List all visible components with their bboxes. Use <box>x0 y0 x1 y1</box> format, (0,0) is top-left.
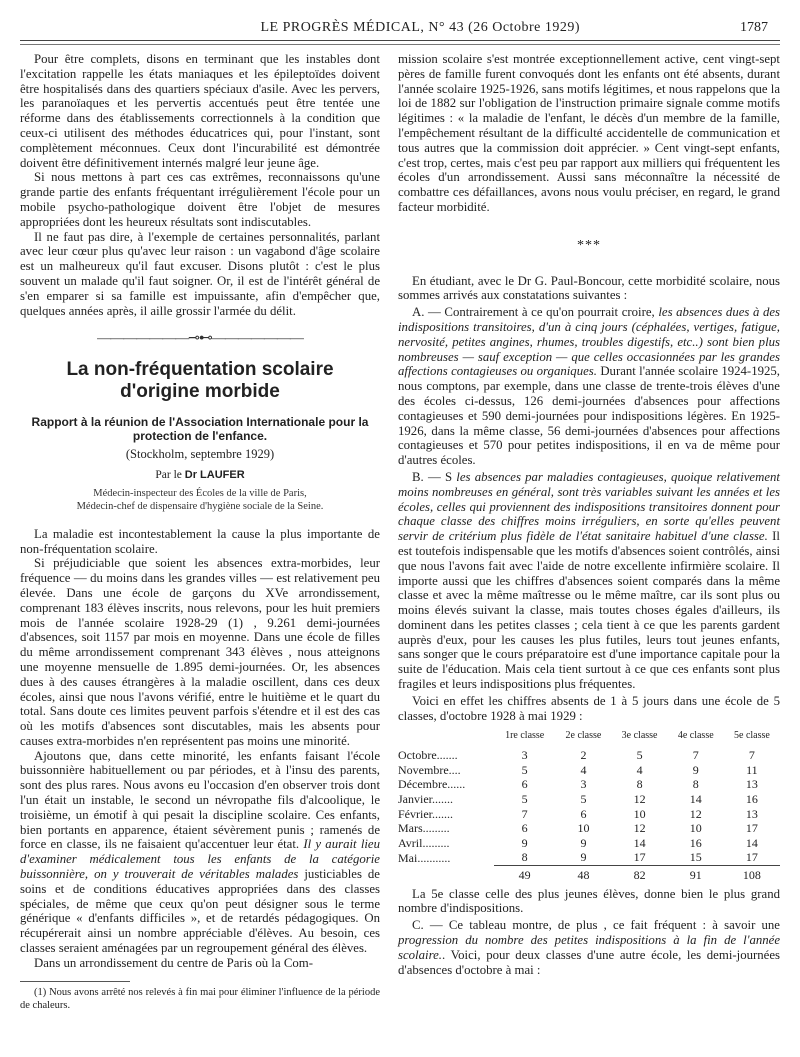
section-c-paragraph <box>398 918 780 977</box>
value-cell: 5 <box>636 748 643 763</box>
table-header: 4e classe <box>677 730 714 742</box>
value-cell: 9 <box>521 835 528 850</box>
body-paragraph: Si préjudiciable que soient les absences extra-morbides, leur fréquence — du moins dans les grandes villes — est relativement peu élevée. Dans une école de garçons du XVe arrondissement, comprenant 183 élèves inscrits, nous relevons, pour les huit premiers mois de l'année scolaire 1928-29 (1) , 9.261 demi-journées d'absences, soit 1157 par mois en moyenne. Dans une école de filles du même arrondissement comprenant 343 élèves , nous atteignons une moyenne mensuelle de 1.895 demi-journées. Or, les absences dues à des causes étrangères à la maladie oscillent, dans ces deux écoles, ainsi que nous l'avons vérifié, entre le huitième et le quart du total. Sans doute ces limites peuvent parfois s'étendre et il est des cas où les motifs d'absences sont discutables, mais les absents pour causes extra-morbides n'en représentent pas moins une minorité. <box>20 556 380 748</box>
article-title-line: d'origine morbide <box>120 381 280 403</box>
month-cell: Mars......... <box>398 821 450 836</box>
body-text: Ajoutons que, dans cette minorité, les enfants faisant l'école buissonnière habituellement ou par périodes, et à l'insu des parents, sont des plus rares. Nous avons eu l'occasion d'en observer trois dont l'un était un instable, le second un névropathe fils d'alcoolique, le troisième, un émotif à qui pesait la discipline scolaire. Ces enfants, bien portants en apparence, étaient sévèrement punis ; ramenés de force en classe, ils ne faisaient qu'accentuer leur état. <box>20 748 380 852</box>
article-subtitle: Rapport à la réunion de l'Association Internationale pour la protection de l'enfance. <box>31 415 369 444</box>
value-cell: 15 <box>689 850 702 865</box>
value-cell: 7 <box>692 748 699 763</box>
table-row <box>398 836 780 851</box>
italic-fragment: Il y aurait lieu d'examiner médicalement tous les enfants de la catégorie buissonnière, on y trouverait de véritables malades <box>20 837 381 882</box>
value-cell: 16 <box>745 792 758 807</box>
table-header: 3e classe <box>621 730 658 742</box>
article-author <box>20 468 380 483</box>
value-cell: 6 <box>521 821 528 836</box>
value-cell: 5 <box>580 792 587 807</box>
absence-table <box>398 729 780 882</box>
article-location: (Stockholm, septembre 1929) <box>125 447 275 462</box>
section-ornament: ———————⊸⊷——————— <box>97 331 303 347</box>
header-rule <box>20 44 780 45</box>
table-row <box>398 807 780 822</box>
value-cell: 13 <box>745 777 758 792</box>
value-cell: 14 <box>633 835 646 850</box>
section-stars: *** <box>577 237 601 253</box>
value-cell: 4 <box>580 762 587 777</box>
value-cell: 17 <box>745 821 758 836</box>
section-a-lead: A. — Contrairement à ce qu'on pourrait croire, <box>412 305 655 320</box>
article-title <box>20 359 380 403</box>
value-cell: 17 <box>633 850 646 865</box>
author-affiliation <box>20 487 380 513</box>
table-header: 1re classe <box>505 730 545 742</box>
affiliation-line: Médecin-chef de dispensaire d'hygiène sociale de la Seine. <box>76 500 324 512</box>
value-cell: 12 <box>633 821 646 836</box>
section-c-lead: C. — Ce tableau montre, de plus , ce fait fréquent : à savoir une <box>412 918 780 933</box>
value-cell: 7 <box>748 748 755 763</box>
value-cell: 7 <box>521 806 528 821</box>
month-cell: Mai........... <box>398 850 451 865</box>
value-cell: 12 <box>633 792 646 807</box>
author-prefix: Par le <box>155 468 182 481</box>
table-header <box>398 729 494 748</box>
table-row <box>398 792 780 807</box>
section-b-paragraph <box>398 470 780 692</box>
table-row <box>398 850 780 865</box>
body-paragraph: La maladie est incontestablement la cause la plus importante de non-fréquentation scolaire. <box>20 526 380 556</box>
month-cell: Avril......... <box>398 835 450 850</box>
value-cell: 17 <box>745 850 758 865</box>
value-cell: 6 <box>521 777 528 792</box>
value-cell: 2 <box>580 748 587 763</box>
body-paragraph: En étudiant, avec le Dr G. Paul-Boncour, cette morbidité scolaire, nous sommes arrivés aux constatations suivantes : <box>398 273 780 303</box>
value-cell: 9 <box>580 835 587 850</box>
body-paragraph: La 5e classe celle des plus jeunes élèves, donne bien le plus grand nombre d'indispositions. <box>398 886 780 916</box>
author-name: Dr LAUFER <box>184 468 245 481</box>
value-cell: 8 <box>692 777 699 792</box>
journal-title: LE PROGRÈS MÉDICAL, N° 43 (26 Octobre 1929) <box>260 20 580 35</box>
table-row <box>398 763 780 778</box>
value-cell: 16 <box>689 835 702 850</box>
section-b-rest: Il est toutefois indispensable que les motifs d'absences soient contrôlés, ainsi que nous l'avons fait avec l'aide de notre excellente infirmière scolaire. Il importe aussi que les chiffres d'absences soient comparés dans la même classe et avec la même maîtresse ou le même maître, car ils sont plus ou moins élevés suivant la classe, mais toutes choses égales d'ailleurs, ils dominent dans les petites classes ; cela tient à ce que les parents gardent auprès d'eux, pour les causes les plus futiles, leurs tout jeunes enfants, sans songer que le cours préparatoire est d'une importance capitale pour la suite de l'éducation. Mais cela tient surtout à ce que ces enfants sont plus fragiles et leurs indispositions plus fréquentes. <box>398 529 780 692</box>
value-cell: 5 <box>521 762 528 777</box>
table-body <box>398 748 780 882</box>
table-header: 5e classe <box>734 730 770 742</box>
page-header <box>20 18 780 41</box>
value-cell: 10 <box>577 821 590 836</box>
value-cell: 6 <box>580 806 587 821</box>
page-number: 1787 <box>740 20 768 35</box>
month-cell: Février....... <box>398 806 453 821</box>
total-cell: 91 <box>668 866 724 883</box>
totals-row <box>398 866 780 883</box>
value-cell: 14 <box>689 792 702 807</box>
section-a-italic: les absences dues à des indispositions transitoires, d'un à cinq jours (céphalées, vertiges, fatigue, nervosité, petites angines, rhumes, troubles digestifs, etc..) sont bien plus nombreuses — sauf exception — que celles occasionnées par les grandes affections contagieuses ou organiques. <box>398 305 781 379</box>
body-paragraph: mission scolaire s'est montrée exceptionnellement active, cent vingt-sept pères de famille furent convoqués dont les enfants ont été absents, durant l'année scolaire 1925-1926, sans motifs légitimes, et nous rappelons que la loi de 1882 sur l'obligation de l'instruction primaire signale comme motifs légitimes : « la maladie de l'enfant, le décès d'un membre de la famille, l'empêchement résultant de la difficulté accidentelle de communication et tous autres que la commission doit apprécier. » Cent vingt-sept enfants, c'est trop, certes, mais c'est peu par rapport aux milliers qui fréquentent les écoles d'un arrondissement. Aussi sans méconnaître la nécessité de combattre ces défaillances, avons nous voulu préciser, en regard, le grand facteur morbidité. <box>398 52 780 214</box>
section-a-rest: Durant l'année scolaire 1924-1925, nous comptons, par exemple, dans une classe de trente-trois élèves d'une des écoles ci-dessus, 126 demi-journées d'absences pour affections contagieuses et 590 demi-journées pour indispositions légères. En 1925-1926, dans la même classe, 56 demi-journées d'absences pour affections contagieuses et 570 pour petites indispositions, il en va de même pour d'autres écoles. <box>398 364 780 468</box>
body-paragraph: Dans un arrondissement du centre de Paris où la Com- <box>34 955 313 970</box>
month-cell: Décembre...... <box>398 777 466 792</box>
value-cell: 12 <box>689 806 702 821</box>
value-cell: 13 <box>745 806 758 821</box>
intro-paragraph: Il ne faut pas dire, à l'exemple de certaines personnalités, parlant avec leur cœur plus qu'avec leur raison : un vagabond d'âge scolaire est un malheureux qu'il faut excuser. Disons plutôt : c'est le plus souvent un malade qu'il faut soigner. Or, il est de l'intérêt général de s'en emparer si sa famille est impuissante, afin d'empêcher que, quelques années après, il aille grossir l'armée du délit. <box>20 229 380 318</box>
intro-paragraph: Pour être complets, disons en terminant que les instables dont l'excitation rappelle les états maniaques et les épileptoïdes doivent être hospitalisés dans des quartiers spéciaux d'asile. Avec les pervers, les paranoïaques et les pervertis accentués peut être tentée une réforme dans des établissements correctionnels à la condition que ceux-ci utilisent des méthodes éducatrices qui, pour l'instant, sont complètement méconnues. Ceux dont l'incurabilité est démontrée doivent être définitivement internés malgré leur jeune âge. <box>20 52 380 170</box>
month-cell: Janvier....... <box>398 792 453 807</box>
value-cell: 9 <box>580 850 587 865</box>
value-cell: 8 <box>521 850 528 865</box>
table-row <box>398 777 780 792</box>
footnote-rule <box>20 981 130 982</box>
value-cell: 11 <box>746 762 758 777</box>
month-cell: Novembre.... <box>398 762 461 777</box>
value-cell: 3 <box>521 748 528 763</box>
value-cell: 8 <box>636 777 643 792</box>
month-cell: Octobre....... <box>398 748 458 763</box>
left-column <box>20 52 380 1012</box>
body-paragraph <box>20 749 380 956</box>
affiliation-line: Médecin-inspecteur des Écoles de la ville de Paris, <box>93 487 307 499</box>
table-row <box>398 821 780 836</box>
totals-label-cell <box>398 866 494 883</box>
right-column <box>398 52 780 977</box>
total-cell: 49 <box>494 866 555 883</box>
article-title-line: La non-fréquentation scolaire <box>66 359 334 381</box>
section-a-paragraph <box>398 305 780 468</box>
value-cell: 4 <box>636 762 643 777</box>
section-b-lead: B. — S <box>412 469 453 484</box>
value-cell: 14 <box>745 835 758 850</box>
value-cell: 10 <box>689 821 702 836</box>
body-text: justiciables de soins et de conditions éducatives appropriées dans des classes spéciales, de même que ceux qu'on peut désigner sous le terme générique « d'enfants difficiles », et de retardés pédagogiques. On récupérerait ainsi un nombre appréciable d'élèves. Au besoin, ces classes seraient aménagées par un regroupement général des élèves. <box>20 867 380 956</box>
section-c-rest: . Voici, pour deux classes d'une autre école, les demi-journées d'absences d'octobre à mai : <box>398 947 780 977</box>
total-cell: 108 <box>724 866 780 883</box>
section-b-italic: les absences par maladies contagieuses, quoique relativement moins nombreuses en général, sont très variables suivant les années et les écoles, celles qui proviennent des indispositions transitoires donnent pour chaque classe des chiffres moins irréguliers, en sorte qu'elles peuvent servir de critérium plus fidèle de l'état sanitaire habituel d'une classe. <box>398 469 780 544</box>
table-header: 2e classe <box>565 730 602 742</box>
total-cell: 48 <box>555 866 611 883</box>
section-c-italic: progression du nombre des petites indispositions à la fin de l'année scolaire. <box>398 933 780 962</box>
intro-paragraph: Si nous mettons à part ces cas extrêmes, reconnaissons qu'une grande partie des enfants fréquentant irrégulièrement l'école pour un mobile psycho-pathologique doivent être l'objet de mesures appropriées dont les heureux résultats sont indiscutables. <box>20 170 380 229</box>
table-header-row <box>398 729 780 748</box>
value-cell: 10 <box>633 806 646 821</box>
table-row <box>398 748 780 763</box>
total-cell: 82 <box>612 866 668 883</box>
value-cell: 9 <box>692 762 699 777</box>
footnote: (1) Nous avons arrêté nos relevés à fin mai pour éliminer l'influence de la période de chaleurs. <box>20 986 380 1011</box>
table-intro: Voici en effet les chiffres absents de 1 à 5 jours dans une école de 5 classes, d'octobre 1928 à mai 1929 : <box>398 693 780 723</box>
value-cell: 5 <box>521 792 528 807</box>
value-cell: 3 <box>580 777 587 792</box>
